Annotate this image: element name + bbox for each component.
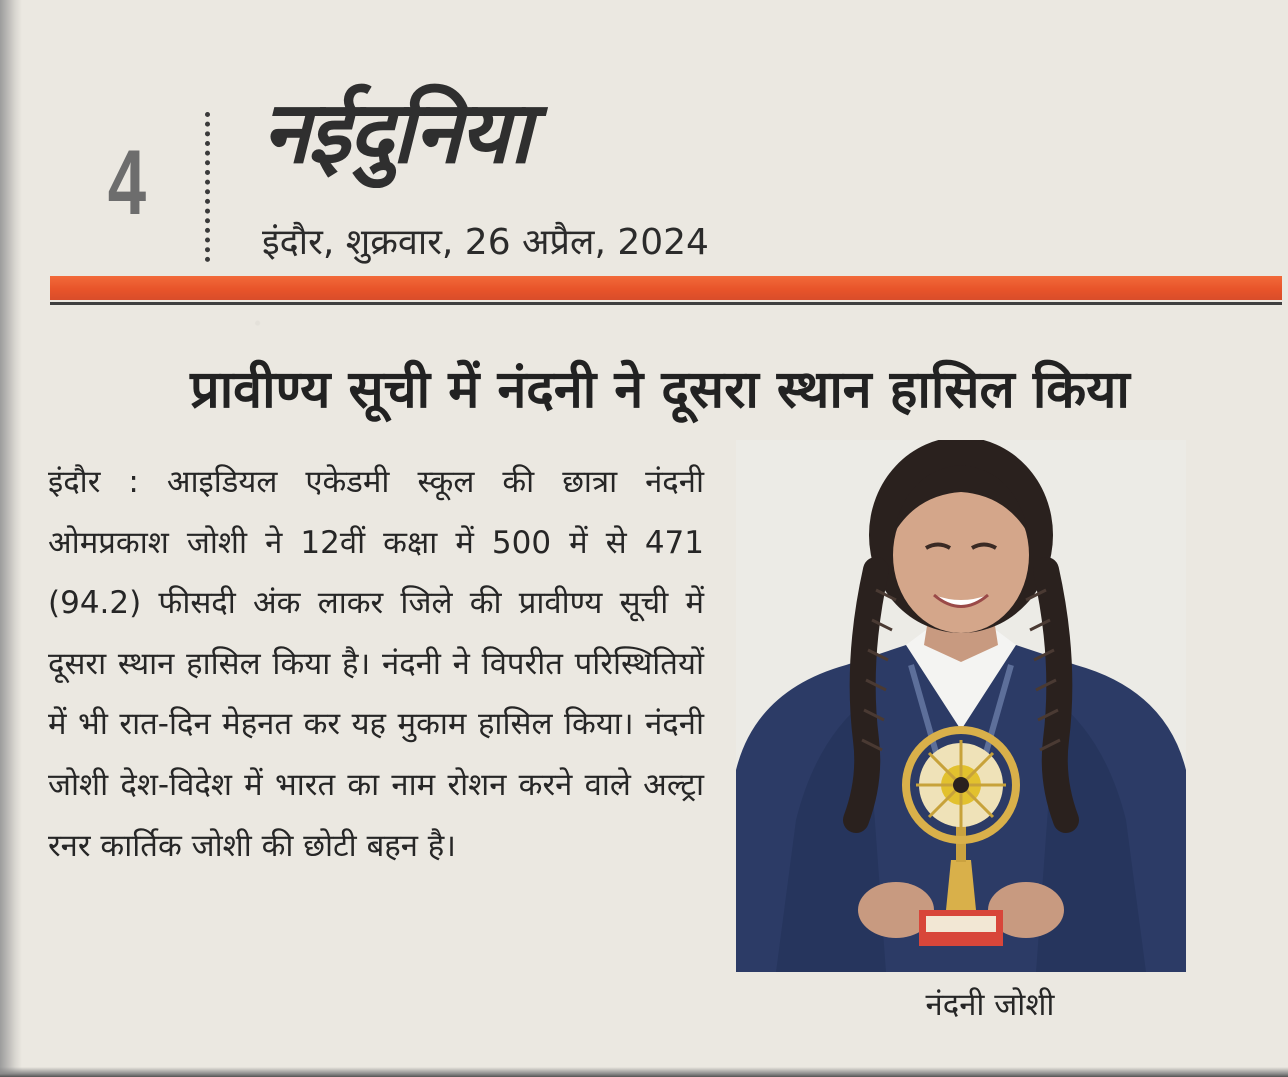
article-body: इंदौर : आइडियल एकेडमी स्कूल की छात्रा नंदनी ओमप्रकाश जोशी ने 12वीं कक्षा में 500 में से 471 (94.2) फीसदी अंक लाकर जिले की प्रावीण्य सूची में दूसरा स्थान हासिल किया है। नंदनी ने विपरीत परिस्थितियों में भी रात-दिन मेहनत कर यह मुकाम हासिल किया। नंदनी जोशी देश-विदेश में भारत का नाम रोशन करने वाले अल्ट्रा रनर कार्तिक जोशी की छोटी बहन है। [48, 464, 704, 864]
student-photo [736, 440, 1186, 972]
scan-bottom-shadow [0, 1067, 1288, 1077]
scan-edge-shadow [0, 0, 22, 1077]
article-headline: प्रावीण्य सूची में नंदनी ने दूसरा स्थान हासिल किया [190, 360, 1130, 420]
masthead-rule [50, 276, 1282, 300]
dotted-separator [205, 112, 216, 262]
page-number: 4 [107, 132, 147, 234]
photo-caption: नंदनी जोशी [925, 987, 1055, 1023]
masthead-rule-thin [50, 302, 1282, 305]
newspaper-masthead: नईदुनिया [262, 83, 530, 183]
dateline: इंदौर, शुक्रवार, 26 अप्रैल, 2024 [262, 222, 709, 263]
